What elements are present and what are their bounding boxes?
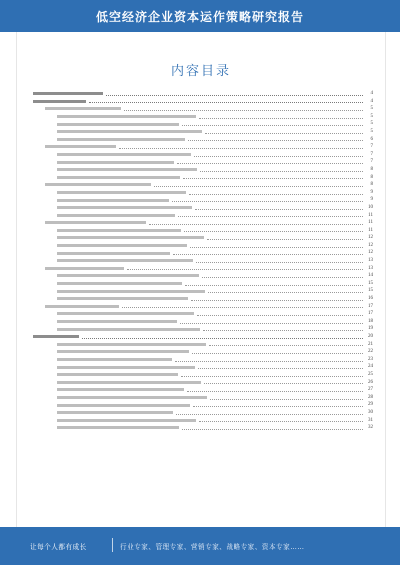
toc-entry-page: 8: [370, 174, 373, 180]
toc-entry-title: [45, 267, 124, 270]
toc-dot-leader: [210, 399, 363, 400]
toc-entry-title: [57, 366, 195, 369]
toc-entry-page: 13: [368, 258, 373, 264]
toc-entry-title: [57, 343, 206, 346]
toc-entry-page: 7: [370, 144, 373, 150]
toc-entry-page: 5: [370, 113, 373, 119]
toc-entry-title: [45, 221, 146, 224]
toc-entry-page: 5: [370, 106, 373, 112]
toc-entry-page: 12: [368, 235, 373, 241]
toc-entry[interactable]: [33, 196, 373, 204]
toc-dot-leader: [189, 194, 363, 195]
toc-entry-title: [57, 274, 199, 277]
toc-dot-leader: [175, 361, 363, 362]
toc-entry[interactable]: [33, 417, 373, 425]
toc-entry[interactable]: [33, 363, 373, 371]
toc-entry-title: [57, 252, 170, 255]
toc-entry-title: [57, 404, 190, 407]
toc-entry-page: 4: [370, 91, 373, 96]
toc-entry-page: 17: [368, 311, 373, 317]
toc-dot-leader: [209, 345, 363, 346]
toc-dot-leader: [82, 338, 363, 339]
toc-entry[interactable]: [33, 181, 373, 189]
toc-entry-page: 4: [370, 98, 373, 104]
toc-dot-leader: [208, 292, 363, 293]
toc-entry-title: [33, 100, 86, 103]
toc-dot-leader: [193, 406, 363, 407]
toc-entry[interactable]: [33, 90, 373, 98]
toc-entry-title: [57, 206, 192, 209]
toc-entry[interactable]: [33, 401, 373, 409]
toc-entry-title: [57, 290, 205, 293]
toc-entry-title: [57, 229, 181, 232]
toc-entry[interactable]: [33, 249, 373, 257]
toc-entry[interactable]: [33, 128, 373, 136]
toc-dot-leader: [207, 239, 363, 240]
toc-dot-leader: [187, 391, 363, 392]
toc-entry[interactable]: [33, 204, 373, 212]
toc-entry-title: [57, 419, 196, 422]
toc-entry-page: 7: [370, 151, 373, 157]
toc-entry-page: 16: [368, 296, 373, 302]
toc-entry[interactable]: [33, 151, 373, 159]
toc-entry[interactable]: [33, 356, 373, 364]
toc-entry-title: [45, 145, 116, 148]
toc-entry[interactable]: [33, 242, 373, 250]
toc-list: [33, 90, 373, 432]
toc-entry[interactable]: [33, 333, 373, 341]
toc-entry-page: 11: [368, 212, 373, 218]
toc-entry-title: [57, 176, 180, 179]
toc-entry-page: 26: [368, 379, 373, 385]
toc-entry[interactable]: [33, 189, 373, 197]
toc-dot-leader: [89, 102, 363, 103]
toc-entry-title: [57, 312, 194, 315]
toc-entry[interactable]: [33, 318, 373, 326]
toc-entry-title: [57, 161, 174, 164]
toc-dot-leader: [124, 110, 363, 111]
toc-entry-page: 7: [370, 159, 373, 165]
toc-entry[interactable]: [33, 219, 373, 227]
toc-entry[interactable]: [33, 280, 373, 288]
toc-entry-title: [57, 115, 196, 118]
toc-entry-page: 21: [368, 341, 373, 347]
toc-entry[interactable]: [33, 105, 373, 113]
report-header-bar: [0, 0, 400, 32]
toc-entry-page: 6: [370, 136, 373, 142]
toc-entry-page: 15: [368, 280, 373, 286]
toc-entry-title: [57, 373, 178, 376]
toc-entry-page: 29: [368, 402, 373, 408]
toc-entry[interactable]: [33, 310, 373, 318]
toc-entry-page: 31: [368, 417, 373, 423]
toc-entry-title: [57, 191, 186, 194]
toc-dot-leader: [182, 125, 363, 126]
toc-entry[interactable]: [33, 379, 373, 387]
toc-entry-title: [57, 244, 187, 247]
toc-dot-leader: [182, 429, 363, 430]
toc-entry[interactable]: [33, 341, 373, 349]
footer-divider: [112, 538, 113, 552]
toc-entry-title: [57, 236, 204, 239]
toc-entry-page: 30: [368, 409, 373, 415]
toc-entry-page: 10: [368, 204, 373, 210]
toc-dot-leader: [178, 216, 363, 217]
toc-entry-title: [57, 388, 184, 391]
toc-entry[interactable]: [33, 257, 373, 265]
toc-entry[interactable]: [33, 265, 373, 273]
toc-entry-page: 13: [368, 265, 373, 271]
toc-entry-title: [57, 381, 201, 384]
toc-entry-title: [57, 168, 197, 171]
toc-entry-title: [57, 282, 182, 285]
toc-dot-leader: [196, 262, 363, 263]
toc-dot-leader: [181, 376, 363, 377]
toc-entry-title: [57, 130, 202, 133]
toc-dot-leader: [199, 118, 363, 119]
toc-entry-page: 8: [370, 182, 373, 188]
report-title: 低空经济企业资本运作策略研究报告: [95, 10, 304, 24]
toc-dot-leader: [154, 186, 363, 187]
toc-dot-leader: [176, 414, 363, 415]
toc-dot-leader: [149, 224, 363, 225]
toc-dot-leader: [190, 247, 363, 248]
toc-entry-title: [57, 297, 188, 300]
toc-entry[interactable]: [33, 272, 373, 280]
toc-entry-page: 27: [368, 387, 373, 393]
toc-entry[interactable]: [33, 424, 373, 432]
toc-entry-page: 12: [368, 250, 373, 256]
toc-dot-leader: [184, 231, 363, 232]
toc-dot-leader: [191, 300, 363, 301]
toc-entry-page: 11: [368, 220, 373, 226]
toc-dot-leader: [188, 140, 363, 141]
toc-entry-title: [57, 214, 175, 217]
toc-entry-title: [57, 259, 193, 262]
toc-entry[interactable]: [33, 166, 373, 174]
toc-entry-page: 12: [368, 242, 373, 248]
toc-entry-page: 8: [370, 166, 373, 172]
toc-entry[interactable]: [33, 136, 373, 144]
toc-entry[interactable]: [33, 98, 373, 106]
toc-dot-leader: [203, 330, 363, 331]
toc-dot-leader: [200, 171, 363, 172]
toc-dot-leader: [192, 353, 363, 354]
toc-dot-leader: [180, 323, 363, 324]
toc-entry-page: 24: [368, 364, 373, 370]
toc-entry[interactable]: [33, 234, 373, 242]
toc-entry-title: [45, 183, 151, 186]
toc-entry-title: [57, 411, 173, 414]
toc-dot-leader: [202, 277, 363, 278]
toc-entry-title: [57, 358, 172, 361]
toc-heading: 内容目录: [170, 64, 231, 79]
footer-expertise: 行业专家、管理专家、营销专家、战略专家、资本专家……: [120, 543, 305, 551]
toc-entry[interactable]: [33, 174, 373, 182]
footer-slogan: 让每个人都有成长: [30, 543, 87, 551]
toc-dot-leader: [172, 201, 363, 202]
toc-entry-page: 14: [368, 273, 373, 279]
toc-entry-title: [33, 335, 79, 338]
toc-dot-leader: [183, 178, 363, 179]
toc-entry-page: 18: [368, 318, 373, 324]
toc-entry-title: [57, 320, 177, 323]
toc-entry-title: [57, 328, 200, 331]
toc-entry[interactable]: [33, 295, 373, 303]
toc-entry-title: [33, 92, 103, 95]
toc-entry-page: 19: [368, 326, 373, 332]
toc-entry-page: 28: [368, 394, 373, 400]
toc-entry[interactable]: [33, 394, 373, 402]
toc-dot-leader: [106, 95, 363, 96]
toc-entry-title: [45, 107, 121, 110]
toc-dot-leader: [119, 148, 363, 149]
toc-entry-title: [57, 396, 207, 399]
toc-page: [16, 32, 386, 527]
toc-dot-leader: [185, 285, 363, 286]
toc-entry[interactable]: [33, 113, 373, 121]
toc-dot-leader: [194, 156, 363, 157]
toc-entry[interactable]: [33, 371, 373, 379]
toc-entry-page: 5: [370, 121, 373, 127]
toc-entry-page: 5: [370, 128, 373, 134]
toc-entry[interactable]: [33, 212, 373, 220]
toc-entry[interactable]: [33, 227, 373, 235]
toc-entry-title: [57, 199, 169, 202]
toc-entry-page: 9: [370, 189, 373, 195]
toc-entry[interactable]: [33, 325, 373, 333]
toc-entry-page: 15: [368, 288, 373, 294]
toc-entry[interactable]: [33, 386, 373, 394]
toc-entry-title: [57, 123, 179, 126]
toc-entry-page: 22: [368, 349, 373, 355]
toc-entry-page: 25: [368, 371, 373, 377]
toc-entry-page: 32: [368, 425, 373, 431]
toc-entry-title: [45, 305, 119, 308]
toc-entry[interactable]: [33, 409, 373, 417]
toc-entry-title: [57, 350, 189, 353]
toc-entry[interactable]: [33, 158, 373, 166]
toc-dot-leader: [198, 368, 363, 369]
toc-dot-leader: [177, 163, 363, 164]
toc-dot-leader: [197, 315, 363, 316]
toc-dot-leader: [173, 254, 363, 255]
toc-entry-title: [57, 153, 191, 156]
toc-dot-leader: [122, 307, 363, 308]
toc-entry-page: 11: [368, 227, 373, 233]
toc-entry[interactable]: [33, 287, 373, 295]
toc-dot-leader: [199, 421, 363, 422]
toc-entry[interactable]: [33, 303, 373, 311]
toc-entry-page: 20: [368, 334, 373, 339]
toc-dot-leader: [195, 209, 363, 210]
toc-entry[interactable]: [33, 348, 373, 356]
toc-entry[interactable]: [33, 143, 373, 151]
toc-entry-page: 23: [368, 356, 373, 362]
toc-entry-title: [57, 426, 179, 429]
toc-entry-title: [57, 138, 185, 141]
toc-dot-leader: [204, 383, 363, 384]
toc-entry-page: 9: [370, 197, 373, 203]
toc-entry[interactable]: [33, 120, 373, 128]
toc-dot-leader: [127, 269, 363, 270]
footer-bar: [0, 527, 400, 565]
toc-dot-leader: [205, 133, 363, 134]
toc-entry-page: 17: [368, 303, 373, 309]
